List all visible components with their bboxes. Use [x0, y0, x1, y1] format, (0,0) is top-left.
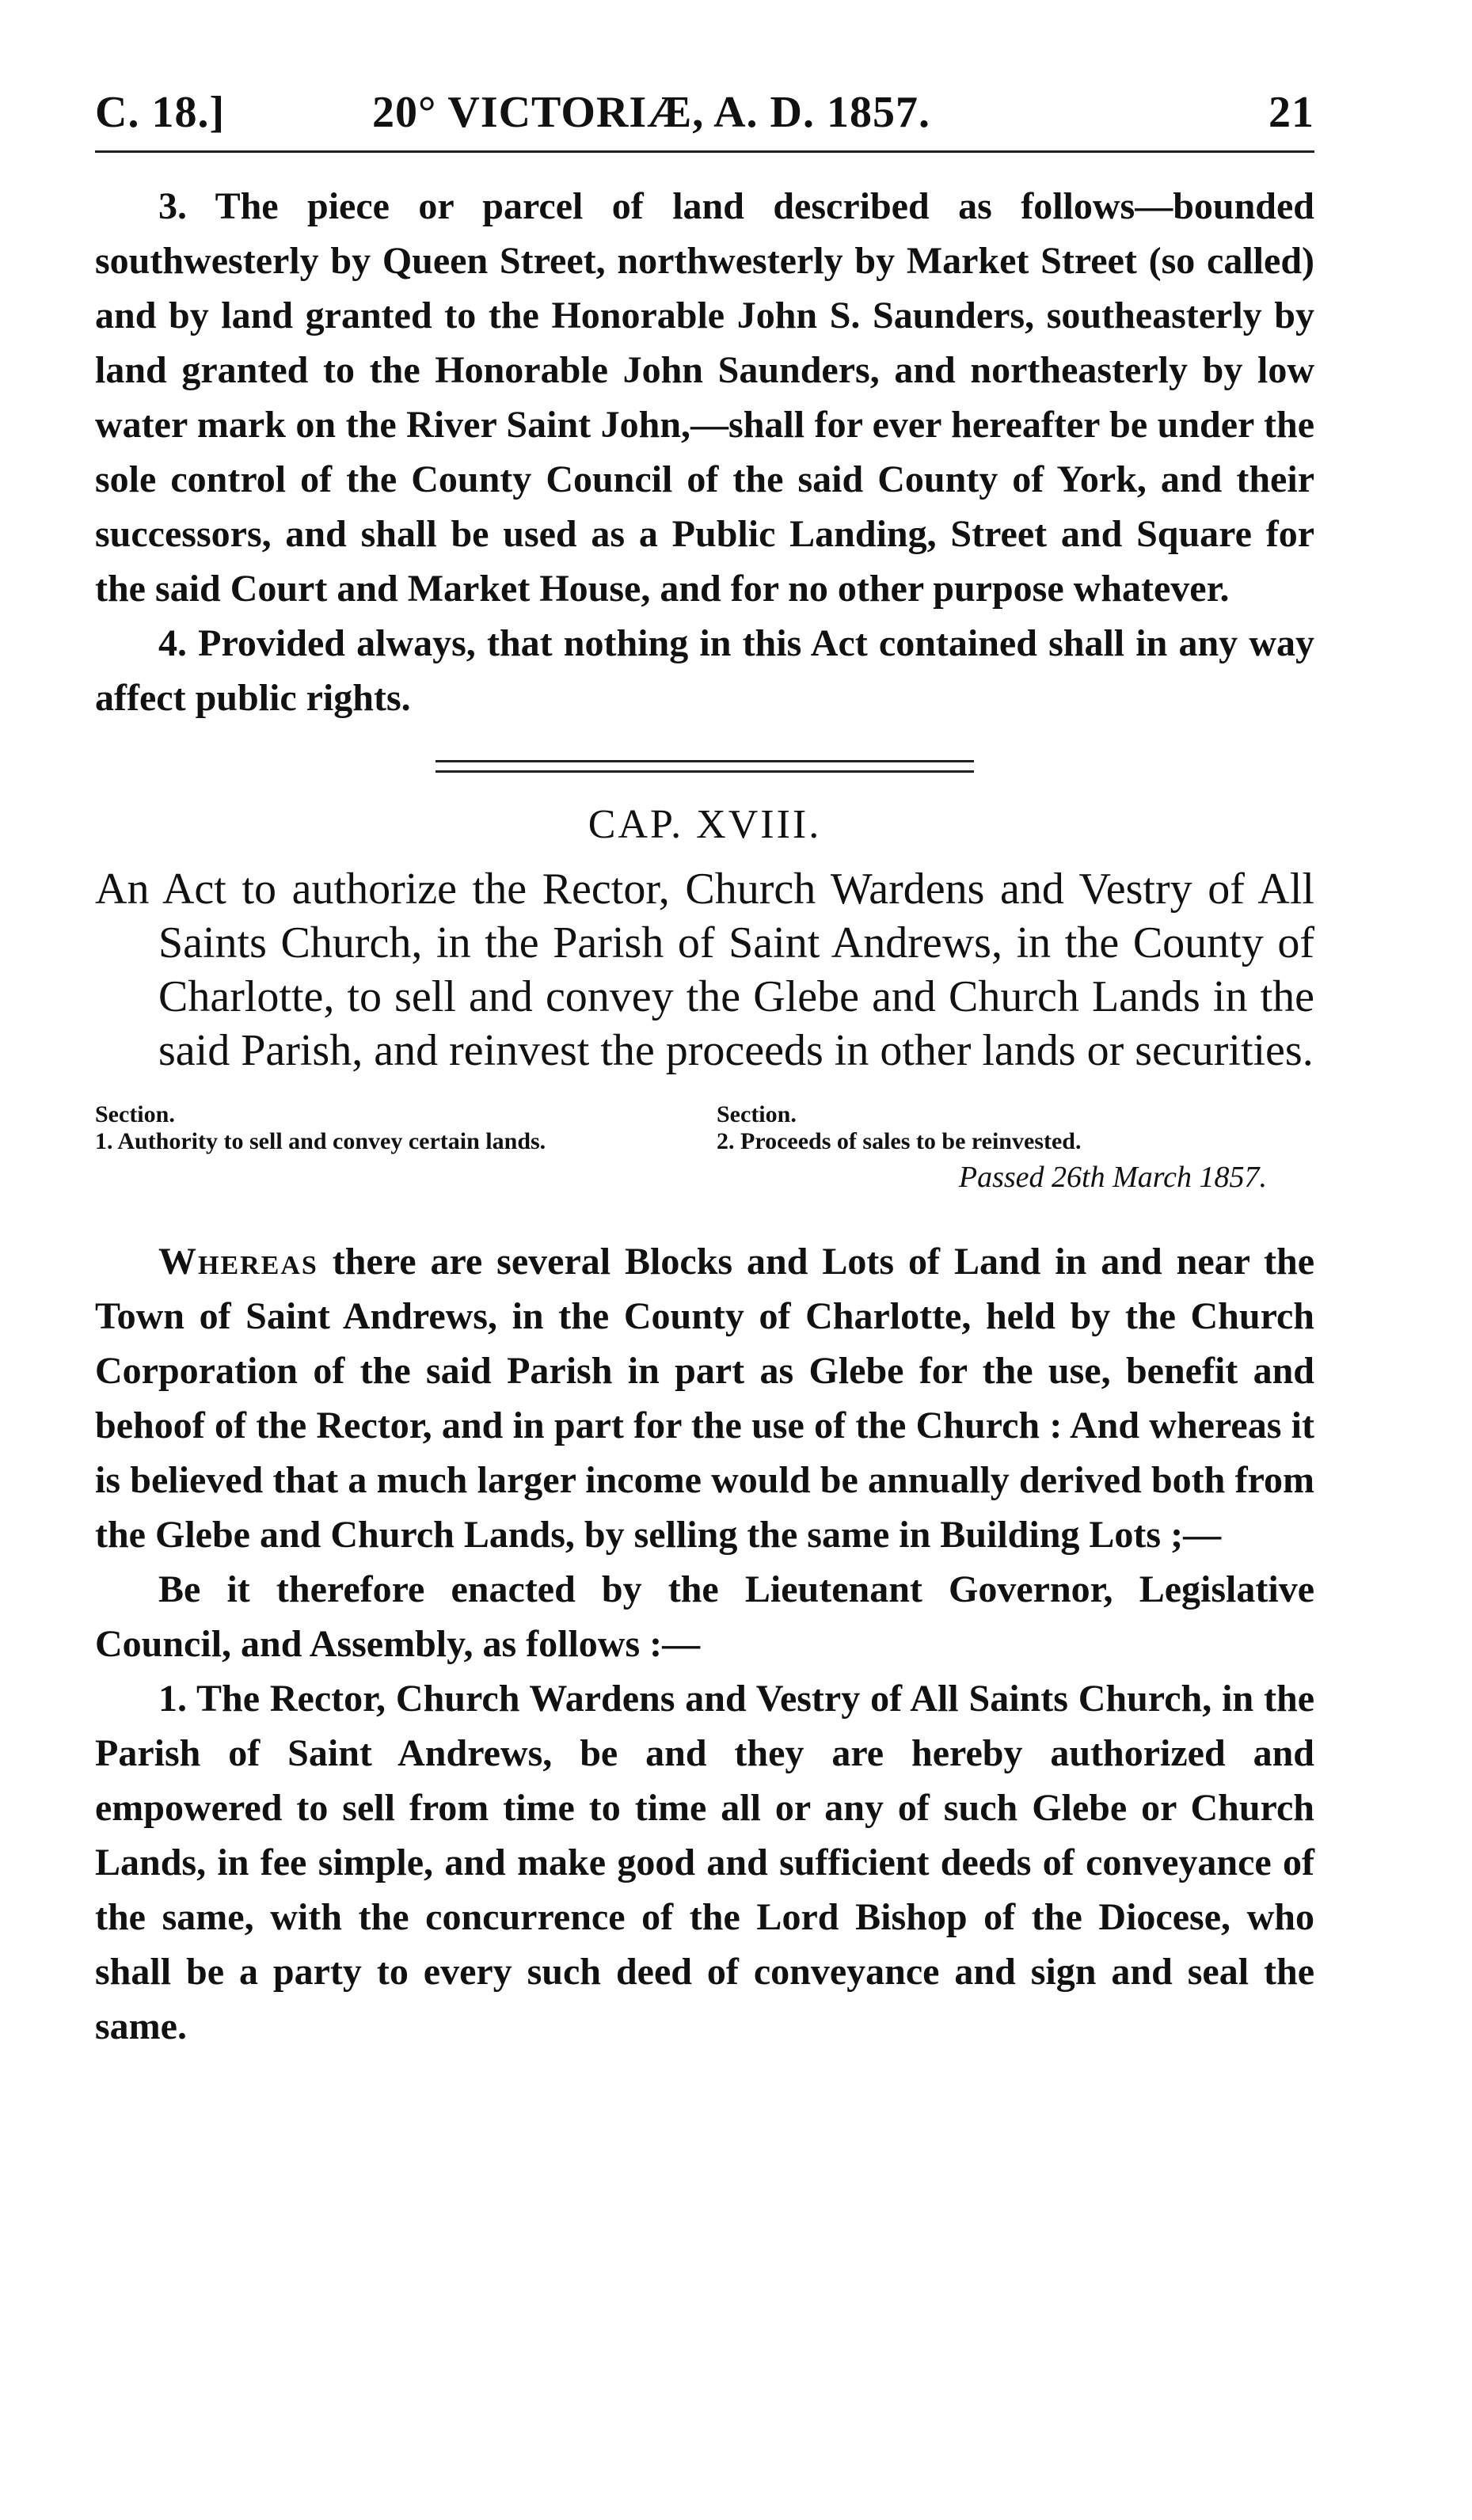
preamble	[95, 1234, 1314, 1562]
section-3	[95, 179, 1314, 616]
sections-index-left	[95, 1101, 693, 1155]
page-number: 21	[1269, 88, 1314, 137]
preamble-text: there are several Blocks and Lots of Land in and near the Town of Saint Andrews, in the County of Charlotte, held by the Church Corporation of the said Parish in part as Glebe for the use, benefit and behoof of the Rector, and in part for the use of the Church : And whereas it is believed that a much larger income would be annually derived both from the Glebe and Church Lands, by selling the same in Building Lots ;—	[95, 1241, 1314, 1556]
act-title: An Act to authorize the Rector, Church Wardens and Vestry of All Saints Church, in the Parish of Saint Andrews, in the County of Charlotte, to sell and convey the Glebe and Church Lands in the said Parish, and reinvest the proceeds in other lands or securities.	[95, 865, 1314, 1075]
section-index-item-2: 2. Proceeds of sales to be reinvested.	[717, 1128, 1082, 1154]
sections-index	[95, 1101, 1314, 1155]
section-4-number: 4.	[158, 622, 187, 664]
section-1	[95, 1671, 1314, 2054]
section-4	[95, 616, 1314, 725]
section-3-text: The piece or parcel of land described as follows—bounded southwesterly by Queen Street, northwesterly by Market Street (so called) and by land granted to the Honorable John S. Saunders, southeasterly by land granted to the Honorable John Saunders, and northeasterly by low water mark on the River Saint John,—shall for ever hereafter be under the sole control of the County Council of the said County of York, and their successors, and shall be used as a Public Landing, Street and Square for the said Court and Market House, and for no other purpose whatever.	[95, 185, 1315, 610]
chapter-divider	[436, 760, 974, 773]
section-heading-right: Section.	[717, 1101, 797, 1127]
document-page	[95, 71, 1314, 2054]
section-1-text: The Rector, Church Wardens and Vestry of All Saints Church, in the Parish of Saint Andrews, be and they are hereby authorized and empowered to sell from time to time all or any of such Glebe or Church Lands, in fee simple, and make good and sufficient deeds of conveyance of the same, with the concurrence of the Lord Bishop of the Diocese, who shall be a party to every such deed of conveyance and sign and seal the same.	[95, 1678, 1314, 2047]
enacting-clause: Be it therefore enacted by the Lieutenant Governor, Legislative Council, and Assembly, as follows :—	[95, 1568, 1314, 1665]
section-1-number: 1.	[158, 1678, 187, 1720]
section-4-text: Provided always, that nothing in this Act contained shall in any way affect public rights.	[95, 622, 1314, 719]
running-header	[95, 71, 1314, 158]
regnal-year: 20° VICTORIÆ, A. D. 1857.	[372, 88, 930, 137]
sections-index-right	[693, 1101, 1314, 1155]
section-heading-left: Section.	[95, 1101, 175, 1127]
chapter-heading: CAP. XVIII.	[588, 802, 822, 847]
section-3-number: 3.	[158, 185, 187, 227]
header-rule	[95, 150, 1314, 153]
whereas-word: Whereas	[158, 1241, 318, 1283]
section-index-item-1: 1. Authority to sell and convey certain lands.	[95, 1128, 546, 1154]
chapter-reference: C. 18.]	[95, 88, 226, 137]
passed-date: Passed 26th March 1857.	[958, 1161, 1267, 1194]
